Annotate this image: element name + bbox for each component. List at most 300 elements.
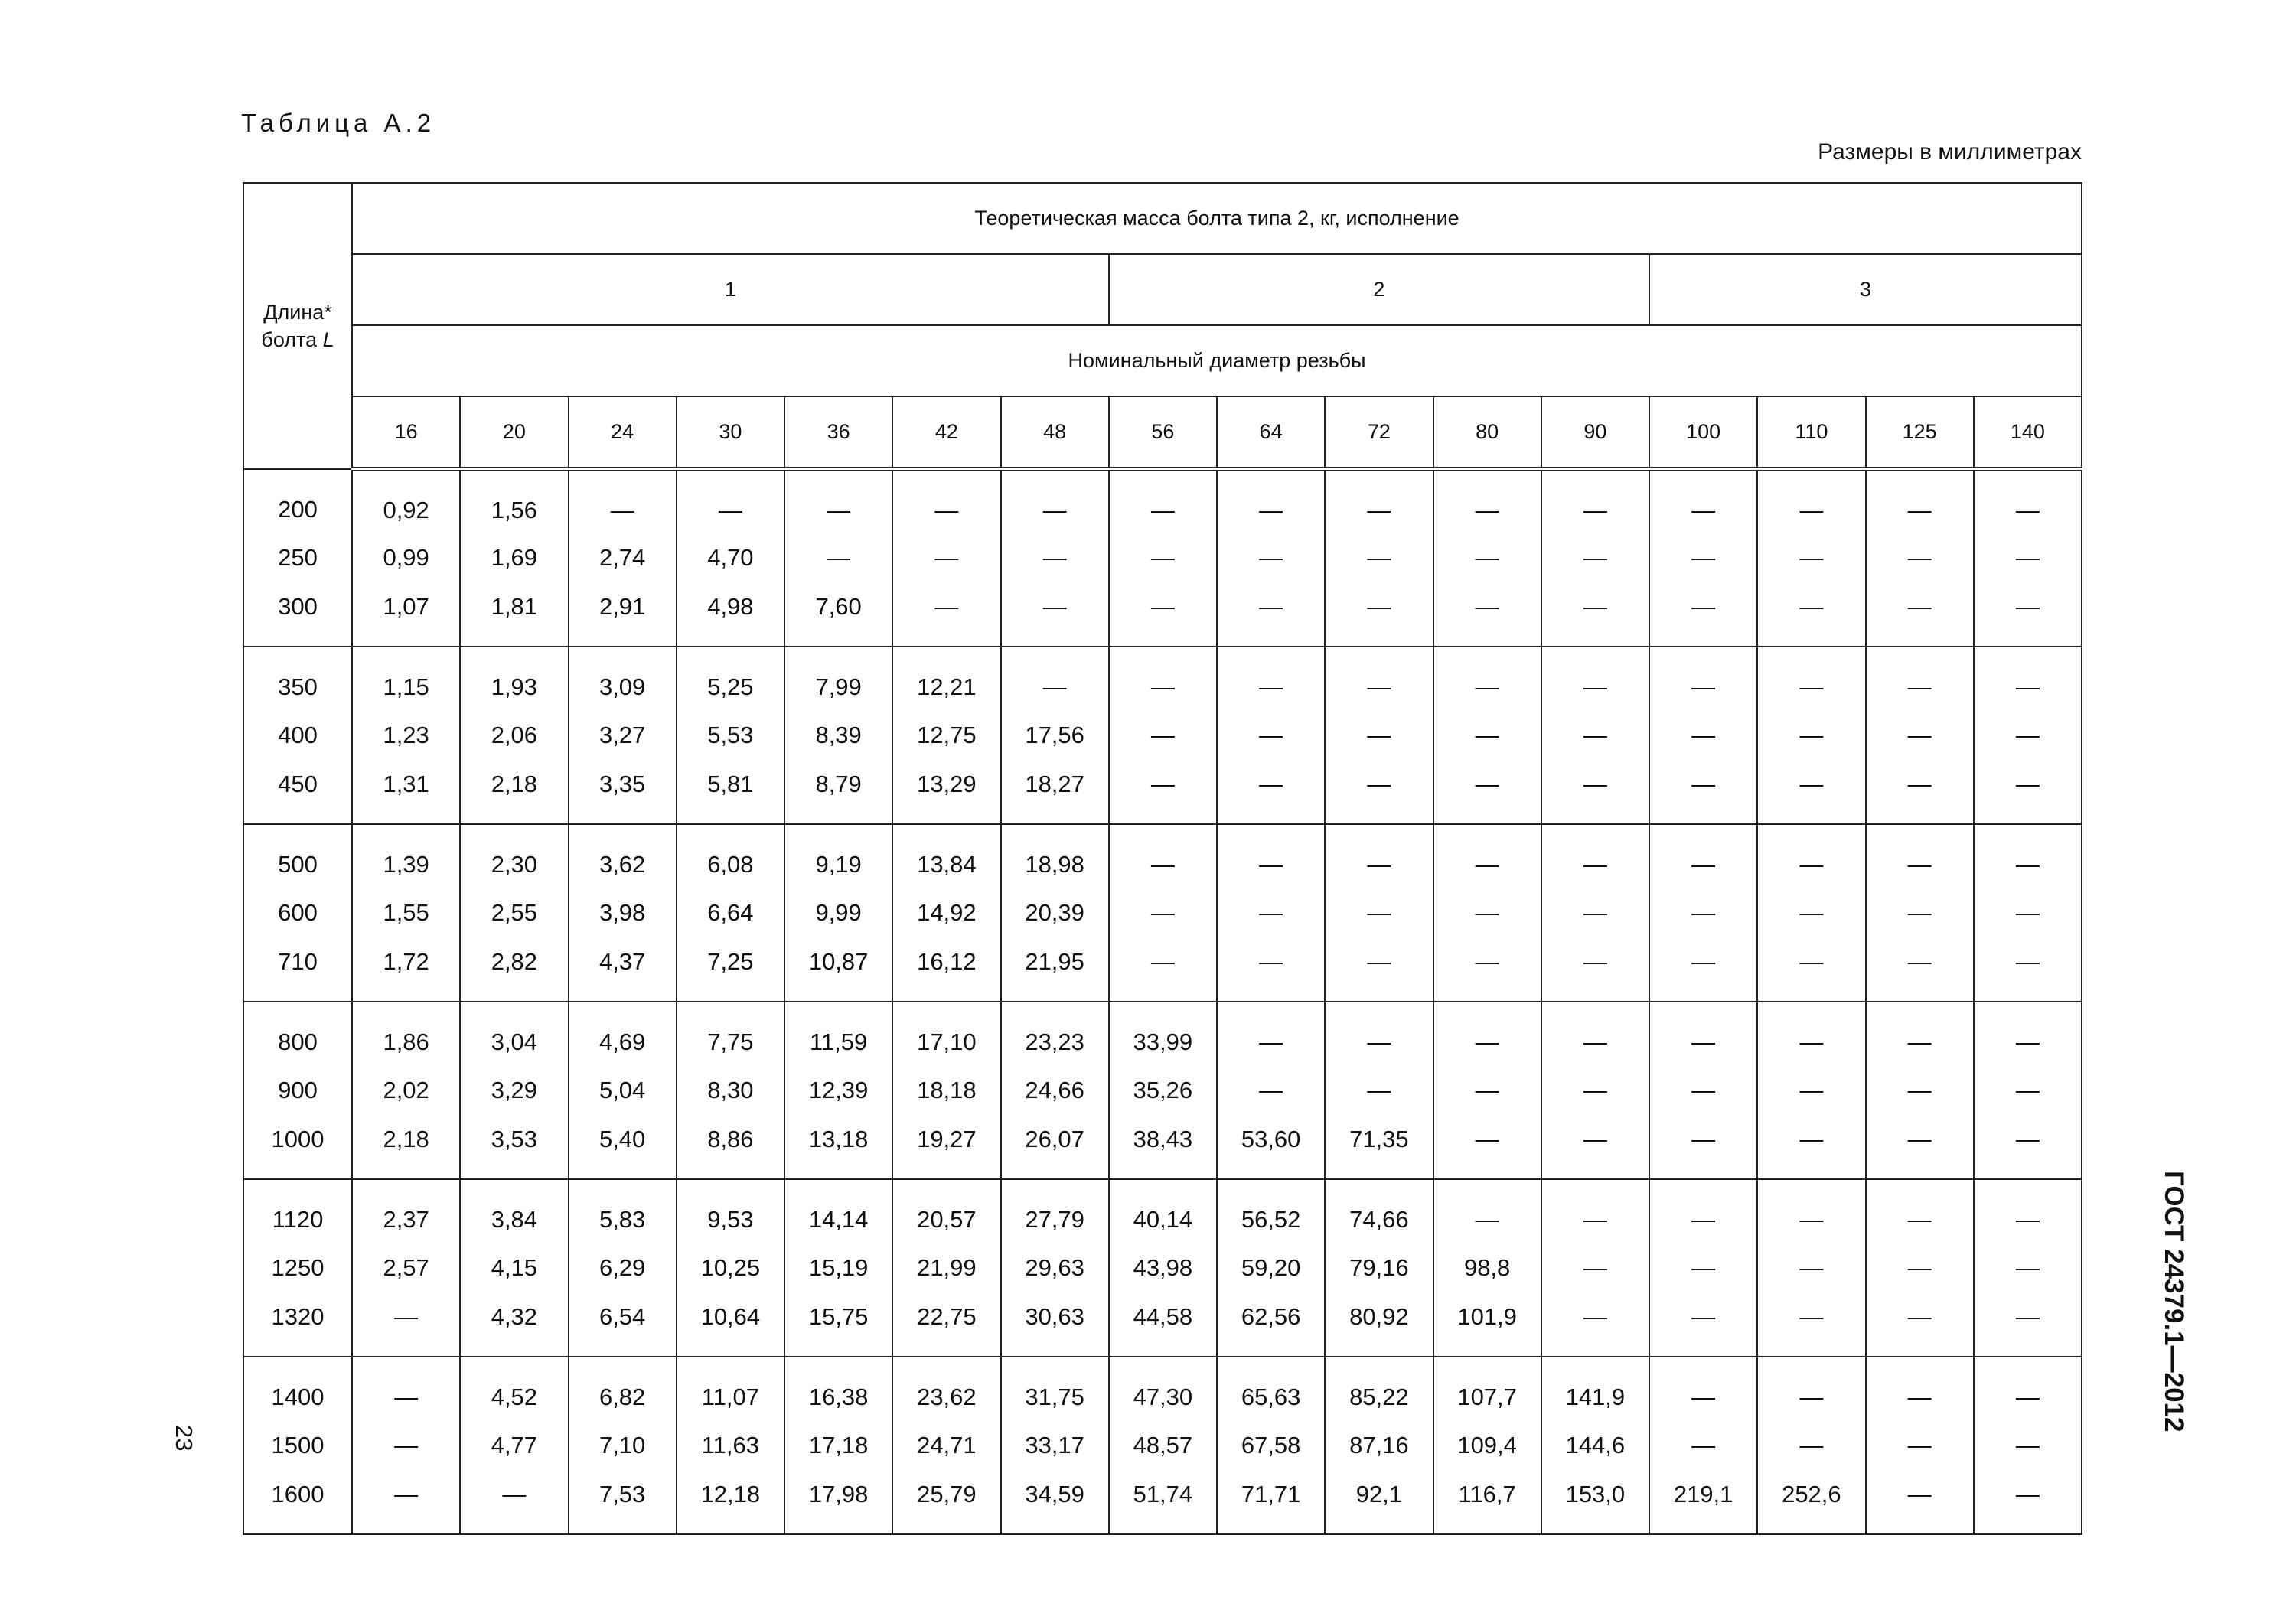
mass-cell: —: [784, 469, 892, 533]
mass-cell: 141,9: [1541, 1357, 1649, 1421]
mass-cell: —: [1649, 1292, 1757, 1357]
mass-cell: 40,14: [1109, 1179, 1217, 1243]
mass-cell: —: [1974, 1357, 2082, 1421]
mass-cell: 16,12: [892, 937, 1000, 1002]
mass-cell: 38,43: [1109, 1115, 1217, 1179]
mass-cell: —: [1974, 1292, 2082, 1357]
mass-cell: —: [569, 469, 677, 533]
mass-cell: —: [1325, 760, 1433, 824]
mass-cell: 7,53: [569, 1470, 677, 1534]
diameter-cell: 110: [1757, 396, 1865, 469]
mass-cell: 6,08: [677, 824, 784, 888]
mass-cell: —: [1757, 1292, 1865, 1357]
diameter-cell: 140: [1974, 396, 2082, 469]
mass-cell: 21,99: [892, 1243, 1000, 1292]
mass-cell: —: [1325, 582, 1433, 647]
mass-cell: 62,56: [1217, 1292, 1325, 1357]
mass-cell: 9,99: [784, 888, 892, 937]
table-row: [243, 1421, 2082, 1470]
mass-cell: —: [1001, 469, 1109, 533]
mass-cell: 74,66: [1325, 1179, 1433, 1243]
mass-cell: 30,63: [1001, 1292, 1109, 1357]
mass-cell: —: [1541, 1066, 1649, 1115]
mass-cell: 1,15: [352, 647, 460, 711]
table-row: [243, 760, 2082, 824]
mass-cell: 2,37: [352, 1179, 460, 1243]
mass-cell: —: [1109, 533, 1217, 582]
mass-cell: 4,69: [569, 1002, 677, 1066]
variant-2-header: 2: [1109, 254, 1649, 325]
mass-cell: 51,74: [1109, 1470, 1217, 1534]
mass-cell: 7,99: [784, 647, 892, 711]
mass-cell: 1,69: [460, 533, 568, 582]
mass-cell: —: [1433, 1115, 1541, 1179]
diameter-cell: 80: [1433, 396, 1541, 469]
mass-cell: —: [1974, 1421, 2082, 1470]
mass-cell: 2,74: [569, 533, 677, 582]
table-row: [243, 1292, 2082, 1357]
mass-cell: 10,64: [677, 1292, 784, 1357]
mass-cell: 3,84: [460, 1179, 568, 1243]
mass-cell: —: [1649, 937, 1757, 1002]
mass-cell: 2,57: [352, 1243, 460, 1292]
units-note: Размеры в миллиметрах: [1818, 139, 2082, 165]
mass-cell: 4,37: [569, 937, 677, 1002]
mass-cell: —: [1541, 469, 1649, 533]
mass-cell: —: [1757, 711, 1865, 760]
mass-cell: 12,75: [892, 711, 1000, 760]
mass-cell: —: [1974, 1066, 2082, 1115]
mass-cell: 153,0: [1541, 1470, 1649, 1534]
mass-cell: —: [1866, 1357, 1974, 1421]
mass-cell: —: [1217, 888, 1325, 937]
diameter-cell: 30: [677, 396, 784, 469]
mass-cell: —: [1866, 1421, 1974, 1470]
mass-cell: —: [1757, 760, 1865, 824]
mass-cell: 12,21: [892, 647, 1000, 711]
table-row: [243, 469, 2082, 533]
mass-cell: 13,84: [892, 824, 1000, 888]
mass-cell: —: [1649, 1357, 1757, 1421]
mass-cell: 10,25: [677, 1243, 784, 1292]
mass-cell: —: [1433, 760, 1541, 824]
mass-cell: 23,23: [1001, 1002, 1109, 1066]
mass-cell: —: [1433, 647, 1541, 711]
mass-cell: 5,81: [677, 760, 784, 824]
mass-cell: 101,9: [1433, 1292, 1541, 1357]
document-code: ГОСТ 24379.1—2012: [2159, 1171, 2189, 1432]
length-header-line1: Длина*: [263, 301, 332, 324]
mass-cell: —: [1757, 647, 1865, 711]
length-cell: 1400: [243, 1357, 352, 1421]
diameter-cell: 125: [1866, 396, 1974, 469]
mass-cell: 107,7: [1433, 1357, 1541, 1421]
diameter-cell: 24: [569, 396, 677, 469]
mass-cell: —: [1866, 1115, 1974, 1179]
mass-cell: 19,27: [892, 1115, 1000, 1179]
mass-cell: 8,86: [677, 1115, 784, 1179]
mass-cell: —: [1974, 469, 2082, 533]
mass-cell: —: [352, 1470, 460, 1534]
mass-cell: —: [1866, 1470, 1974, 1534]
mass-cell: —: [1325, 937, 1433, 1002]
length-cell: 350: [243, 647, 352, 711]
mass-cell: 24,71: [892, 1421, 1000, 1470]
length-cell: 710: [243, 937, 352, 1002]
mass-cell: 59,20: [1217, 1243, 1325, 1292]
mass-cell: 17,18: [784, 1421, 892, 1470]
mass-cell: —: [1541, 937, 1649, 1002]
mass-cell: —: [1974, 1115, 2082, 1179]
mass-cell: —: [892, 469, 1000, 533]
mass-cell: 34,59: [1001, 1470, 1109, 1534]
mass-cell: —: [1757, 1179, 1865, 1243]
mass-cell: 35,26: [1109, 1066, 1217, 1115]
mass-cell: 7,75: [677, 1002, 784, 1066]
mass-cell: —: [1866, 937, 1974, 1002]
mass-cell: —: [1325, 533, 1433, 582]
mass-cell: —: [1541, 711, 1649, 760]
mass-cell: 2,02: [352, 1066, 460, 1115]
length-cell: 1000: [243, 1115, 352, 1179]
mass-cell: 44,58: [1109, 1292, 1217, 1357]
mass-cell: —: [1001, 582, 1109, 647]
mass-cell: —: [1866, 582, 1974, 647]
mass-cell: 7,25: [677, 937, 784, 1002]
mass-cell: 5,83: [569, 1179, 677, 1243]
page-number: 23: [171, 1425, 197, 1452]
diameter-cell: 90: [1541, 396, 1649, 469]
variant-1-header: 1: [352, 254, 1109, 325]
mass-cell: —: [1109, 937, 1217, 1002]
mass-cell: 16,38: [784, 1357, 892, 1421]
mass-cell: —: [1866, 824, 1974, 888]
mass-cell: 80,92: [1325, 1292, 1433, 1357]
mass-cell: 3,62: [569, 824, 677, 888]
mass-cell: 144,6: [1541, 1421, 1649, 1470]
mass-cell: 2,18: [352, 1115, 460, 1179]
variant-3-header: 3: [1649, 254, 2082, 325]
diameter-cell: 42: [892, 396, 1000, 469]
mass-cell: —: [1433, 582, 1541, 647]
mass-cell: 1,31: [352, 760, 460, 824]
mass-cell: 3,09: [569, 647, 677, 711]
table-body: [243, 469, 2082, 1534]
mass-cell: 87,16: [1325, 1421, 1433, 1470]
length-cell: 900: [243, 1066, 352, 1115]
mass-cell: —: [1109, 582, 1217, 647]
mass-cell: 3,29: [460, 1066, 568, 1115]
mass-cell: —: [1541, 1179, 1649, 1243]
mass-cell: —: [1433, 937, 1541, 1002]
mass-cell: —: [1217, 647, 1325, 711]
mass-cell: 5,25: [677, 647, 784, 711]
mass-cell: 15,75: [784, 1292, 892, 1357]
mass-cell: 18,18: [892, 1066, 1000, 1115]
mass-cell: —: [1325, 711, 1433, 760]
mass-cell: —: [892, 582, 1000, 647]
mass-cell: 109,4: [1433, 1421, 1541, 1470]
mass-cell: —: [1541, 824, 1649, 888]
mass-cell: 219,1: [1649, 1470, 1757, 1534]
mass-cell: —: [1974, 937, 2082, 1002]
mass-cell: —: [1757, 582, 1865, 647]
mass-cell: —: [1217, 533, 1325, 582]
mass-cell: 7,10: [569, 1421, 677, 1470]
mass-cell: —: [1974, 1002, 2082, 1066]
table-row: [243, 824, 2082, 888]
mass-cell: 18,98: [1001, 824, 1109, 888]
length-cell: 1120: [243, 1179, 352, 1243]
mass-cell: —: [1217, 469, 1325, 533]
mass-cell: —: [1541, 1002, 1649, 1066]
mass-cell: 1,23: [352, 711, 460, 760]
mass-cell: —: [1974, 533, 2082, 582]
diameter-cell: 72: [1325, 396, 1433, 469]
mass-cell: 5,04: [569, 1066, 677, 1115]
mass-cell: 8,30: [677, 1066, 784, 1115]
mass-cell: —: [1866, 1243, 1974, 1292]
mass-cell: —: [1217, 711, 1325, 760]
mass-cell: —: [1649, 1115, 1757, 1179]
length-header-line2: болта: [261, 328, 323, 351]
mass-cell: 92,1: [1325, 1470, 1433, 1534]
mass-cell: 65,63: [1217, 1357, 1325, 1421]
mass-cell: 8,39: [784, 711, 892, 760]
length-cell: 450: [243, 760, 352, 824]
mass-cell: —: [1433, 533, 1541, 582]
length-header: [243, 183, 352, 469]
mass-cell: —: [1109, 469, 1217, 533]
mass-cell: 33,17: [1001, 1421, 1109, 1470]
mass-cell: —: [1433, 824, 1541, 888]
diameter-cell: 36: [784, 396, 892, 469]
length-cell: 600: [243, 888, 352, 937]
table-row: [243, 711, 2082, 760]
length-cell: 200: [243, 469, 352, 533]
mass-cell: 1,93: [460, 647, 568, 711]
mass-cell: —: [1757, 824, 1865, 888]
length-cell: 250: [243, 533, 352, 582]
diameter-cell: 48: [1001, 396, 1109, 469]
mass-cell: —: [1325, 1002, 1433, 1066]
mass-cell: —: [352, 1421, 460, 1470]
mass-cell: —: [1649, 582, 1757, 647]
mass-cell: 67,58: [1217, 1421, 1325, 1470]
table-row: [243, 1066, 2082, 1115]
mass-cell: 71,35: [1325, 1115, 1433, 1179]
mass-cell: 3,98: [569, 888, 677, 937]
length-cell: 800: [243, 1002, 352, 1066]
mass-cell: 85,22: [1325, 1357, 1433, 1421]
mass-cell: 4,77: [460, 1421, 568, 1470]
length-cell: 500: [243, 824, 352, 888]
mass-cell: —: [1757, 469, 1865, 533]
mass-cell: —: [1649, 533, 1757, 582]
mass-cell: —: [1109, 647, 1217, 711]
mass-cell: 22,75: [892, 1292, 1000, 1357]
mass-cell: —: [1217, 1002, 1325, 1066]
table-row: [243, 888, 2082, 937]
mass-cell: 9,53: [677, 1179, 784, 1243]
diameter-cell: 20: [460, 396, 568, 469]
mass-cell: 4,15: [460, 1243, 568, 1292]
mass-cell: —: [1109, 888, 1217, 937]
mass-cell: —: [1757, 1002, 1865, 1066]
mass-cell: 10,87: [784, 937, 892, 1002]
mass-cell: 2,91: [569, 582, 677, 647]
mass-cell: —: [1541, 533, 1649, 582]
diameter-cell: 100: [1649, 396, 1757, 469]
mass-cell: —: [1866, 647, 1974, 711]
mass-cell: —: [1325, 647, 1433, 711]
mass-cell: 13,18: [784, 1115, 892, 1179]
mass-cell: —: [1541, 647, 1649, 711]
mass-cell: —: [1541, 582, 1649, 647]
mass-cell: 12,39: [784, 1066, 892, 1115]
mass-cell: 1,81: [460, 582, 568, 647]
mass-cell: 2,55: [460, 888, 568, 937]
mass-cell: 6,54: [569, 1292, 677, 1357]
mass-cell: 14,92: [892, 888, 1000, 937]
mass-cell: —: [1109, 824, 1217, 888]
mass-cell: 4,98: [677, 582, 784, 647]
diameter-cell: 64: [1217, 396, 1325, 469]
mass-cell: —: [1866, 711, 1974, 760]
mass-cell: 13,29: [892, 760, 1000, 824]
mass-cell: —: [1541, 760, 1649, 824]
mass-cell: —: [1757, 1357, 1865, 1421]
mass-cell: 11,63: [677, 1421, 784, 1470]
mass-cell: 12,18: [677, 1470, 784, 1534]
mass-cell: 1,86: [352, 1002, 460, 1066]
mass-cell: —: [1325, 824, 1433, 888]
mass-cell: —: [1974, 824, 2082, 888]
mass-cell: 4,52: [460, 1357, 568, 1421]
diameter-cell: 16: [352, 396, 460, 469]
mass-cell: —: [1433, 1179, 1541, 1243]
table-row: [243, 1179, 2082, 1243]
mass-cell: —: [1757, 1066, 1865, 1115]
mass-cell: —: [1433, 469, 1541, 533]
mass-cell: —: [1974, 888, 2082, 937]
mass-cell: 71,71: [1217, 1470, 1325, 1534]
mass-cell: 3,53: [460, 1115, 568, 1179]
mass-cell: 29,63: [1001, 1243, 1109, 1292]
mass-cell: —: [352, 1292, 460, 1357]
table-row: [243, 533, 2082, 582]
mass-cell: 17,98: [784, 1470, 892, 1534]
mass-cell: —: [1757, 533, 1865, 582]
mass-cell: 14,14: [784, 1179, 892, 1243]
mass-cell: —: [460, 1470, 568, 1534]
mass-cell: —: [892, 533, 1000, 582]
mass-cell: 1,55: [352, 888, 460, 937]
mass-cell: 4,32: [460, 1292, 568, 1357]
mass-cell: —: [1866, 1179, 1974, 1243]
mass-cell: 0,92: [352, 469, 460, 533]
mass-cell: —: [1217, 582, 1325, 647]
diameter-header: Номинальный диаметр резьбы: [352, 325, 2082, 396]
mass-cell: —: [1433, 888, 1541, 937]
mass-cell: —: [1757, 1115, 1865, 1179]
mass-cell: 21,95: [1001, 937, 1109, 1002]
mass-cell: —: [1649, 1421, 1757, 1470]
diameter-row: [243, 396, 2082, 469]
mass-cell: 79,16: [1325, 1243, 1433, 1292]
mass-cell: —: [1649, 1002, 1757, 1066]
mass-cell: —: [1433, 1002, 1541, 1066]
table-row: [243, 1357, 2082, 1421]
mass-cell: —: [1325, 888, 1433, 937]
table-row: [243, 582, 2082, 647]
mass-cell: —: [1757, 937, 1865, 1002]
mass-cell: 3,35: [569, 760, 677, 824]
mass-cell: 2,82: [460, 937, 568, 1002]
mass-cell: 0,99: [352, 533, 460, 582]
mass-cell: —: [1866, 533, 1974, 582]
mass-cell: —: [1541, 1243, 1649, 1292]
length-cell: 1600: [243, 1470, 352, 1534]
mass-cell: 9,19: [784, 824, 892, 888]
mass-cell: 3,04: [460, 1002, 568, 1066]
mass-cell: 11,59: [784, 1002, 892, 1066]
mass-cell: 23,62: [892, 1357, 1000, 1421]
mass-cell: 53,60: [1217, 1115, 1325, 1179]
mass-cell: —: [1541, 1292, 1649, 1357]
mass-cell: —: [1325, 1066, 1433, 1115]
mass-cell: 18,27: [1001, 760, 1109, 824]
mass-cell: 3,27: [569, 711, 677, 760]
mass-cell: 43,98: [1109, 1243, 1217, 1292]
mass-cell: —: [1974, 711, 2082, 760]
mass-cell: 8,79: [784, 760, 892, 824]
mass-cell: 6,82: [569, 1357, 677, 1421]
mass-cell: 26,07: [1001, 1115, 1109, 1179]
mass-cell: 47,30: [1109, 1357, 1217, 1421]
mass-cell: 33,99: [1109, 1002, 1217, 1066]
mass-header: Теоретическая масса болта типа 2, кг, исполнение: [352, 183, 2082, 254]
mass-cell: —: [1649, 469, 1757, 533]
mass-cell: 56,52: [1217, 1179, 1325, 1243]
mass-cell: 24,66: [1001, 1066, 1109, 1115]
mass-cell: —: [1866, 1066, 1974, 1115]
diameter-cell: 56: [1109, 396, 1217, 469]
mass-cell: —: [1974, 760, 2082, 824]
mass-cell: —: [1649, 711, 1757, 760]
mass-cell: —: [1109, 711, 1217, 760]
mass-cell: —: [1866, 469, 1974, 533]
table-row: [243, 937, 2082, 1002]
bolt-mass-table: [243, 182, 2082, 1535]
mass-cell: 6,29: [569, 1243, 677, 1292]
mass-cell: —: [1001, 533, 1109, 582]
mass-cell: 1,72: [352, 937, 460, 1002]
mass-cell: 2,18: [460, 760, 568, 824]
mass-cell: —: [1217, 824, 1325, 888]
table-row: [243, 1243, 2082, 1292]
mass-cell: 17,10: [892, 1002, 1000, 1066]
mass-cell: 7,60: [784, 582, 892, 647]
mass-cell: —: [1649, 760, 1757, 824]
mass-cell: —: [677, 469, 784, 533]
mass-cell: —: [1649, 888, 1757, 937]
mass-cell: 11,07: [677, 1357, 784, 1421]
mass-cell: —: [1649, 1066, 1757, 1115]
length-cell: 1320: [243, 1292, 352, 1357]
mass-cell: 252,6: [1757, 1470, 1865, 1534]
mass-cell: —: [1217, 760, 1325, 824]
